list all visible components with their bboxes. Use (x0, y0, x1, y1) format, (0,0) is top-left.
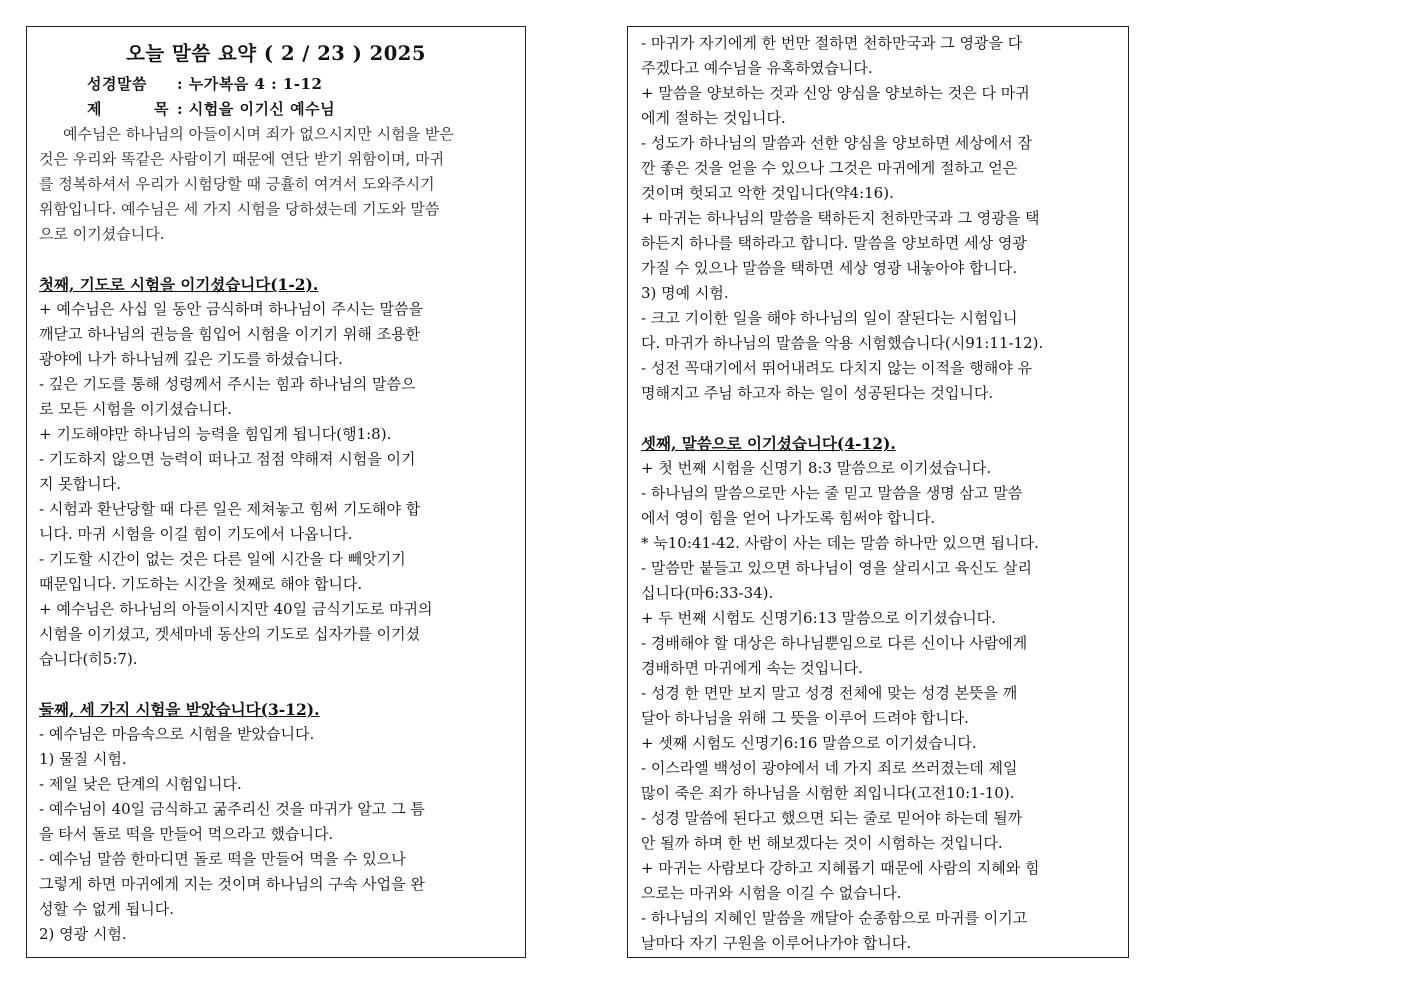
section-2-body (39, 722, 513, 947)
subject-label: 제 목 (87, 100, 169, 118)
body-line: - 하나님의 말씀으로만 사는 줄 믿고 말씀을 생명 삼고 말씀 (641, 484, 1023, 502)
body-line: 때문입니다. 기도하는 시간을 첫째로 해야 합니다. (39, 575, 363, 593)
body-line: 깐 좋은 것을 얻을 수 있으나 그것은 마귀에게 절하고 얻은 (641, 159, 1018, 177)
body-line: 로 모든 시험을 이기셨습니다. (39, 400, 232, 418)
body-line: - 기도할 시간이 없는 것은 다른 일에 시간을 다 빼앗기기 (39, 550, 406, 568)
body-line: 을 타서 돌로 떡을 만들어 먹으라고 했습니다. (39, 825, 334, 843)
body-line: 지 못합니다. (39, 475, 121, 493)
body-line: + 말씀을 양보하는 것과 신앙 양심을 양보하는 것은 다 마귀 (641, 84, 1030, 102)
body-line: 시험을 이기셨고, 겟세마네 동산의 기도로 십자가를 이기셨 (39, 625, 421, 643)
body-line: - 성경 말씀에 된다고 했으면 되는 줄로 믿어야 하는데 될까 (641, 809, 1023, 827)
body-line: - 성전 꼭대기에서 뛰어내려도 다치지 않는 이적을 행해야 유 (641, 359, 1032, 377)
body-line: 명해지고 주님 하고자 하는 일이 성공된다는 것입니다. (641, 384, 994, 402)
body-line: 것이며 헛되고 악한 것입니다(약4:16). (641, 184, 894, 202)
section-3-body (641, 456, 1116, 956)
body-line: 달아 하나님을 위해 그 뜻을 이루어 드려야 합니다. (641, 709, 969, 727)
section-1-heading: 첫째, 기도로 시험을 이기셨습니다(1-2). (39, 275, 319, 294)
body-line: + 예수님은 하나님의 아들이시지만 40일 금식기도로 마귀의 (39, 600, 433, 618)
body-line: - 제일 낮은 단계의 시험입니다. (39, 775, 242, 793)
body-line: 주겠다고 예수님을 유혹하였습니다. (641, 59, 873, 77)
body-line: 다. 마귀가 하나님의 말씀을 악용 시험했습니다(시91:11-12). (641, 334, 1044, 352)
body-line: 경배하면 마귀에게 속는 것입니다. (641, 659, 863, 677)
body-line: 가질 수 있으나 말씀을 택하면 세상 영광 내놓아야 합니다. (641, 259, 1018, 277)
body-line: - 성도가 하나님의 말씀과 선한 양심을 양보하면 세상에서 잠 (641, 134, 1032, 152)
body-line: 십니다(마6:33-34). (641, 584, 774, 602)
intro-line: 예수님은 하나님의 아들이시며 죄가 없으시지만 시험을 받은 (63, 125, 454, 143)
intro-paragraph (39, 122, 513, 247)
scripture-row (39, 72, 513, 97)
body-line: - 하나님의 지혜인 말씀을 깨달아 순종함으로 마귀를 이기고 (641, 909, 1028, 927)
body-line: 많이 죽은 죄가 하나님을 시험한 죄입니다(고전10:1-10). (641, 784, 1015, 802)
intro-line: 위함입니다. 예수님은 세 가지 시험을 당하셨는데 기도와 말씀 (39, 200, 440, 218)
body-line: + 기도해야만 하나님의 능력을 힘입게 됩니다(행1:8). (39, 425, 392, 443)
body-line: 1) 물질 시험. (39, 750, 127, 768)
body-line: + 예수님은 사십 일 동안 금식하며 하나님이 주시는 말씀을 (39, 300, 423, 318)
body-line: 광야에 나가 하나님께 깊은 기도를 하셨습니다. (39, 350, 343, 368)
body-line: 2) 영광 시험. (39, 925, 127, 943)
subject-row (39, 97, 513, 122)
body-line: - 시험과 환난당할 때 다른 일은 제쳐놓고 힘써 기도해야 합 (39, 500, 421, 518)
body-line: + 셋째 시험도 신명기6:16 말씀으로 이기셨습니다. (641, 734, 977, 752)
body-line: + 마귀는 하나님의 말씀을 택하든지 천하만국과 그 영광을 택 (641, 209, 1040, 227)
body-line: - 마귀가 자기에게 한 번만 절하면 천하만국과 그 영광을 다 (641, 34, 1023, 52)
sermon-title: 오늘 말씀 요약 ( 2 / 23 ) 2025 (126, 42, 426, 65)
body-line: 3) 명예 시험. (641, 284, 729, 302)
body-line: - 예수님이 40일 금식하고 굶주리신 것을 마귀가 알고 그 틈 (39, 800, 425, 818)
body-line: 성할 수 없게 됩니다. (39, 900, 174, 918)
intro-line: 으로 이기셨습니다. (39, 225, 165, 243)
body-line: - 이스라엘 백성이 광야에서 네 가지 죄로 쓰러졌는데 제일 (641, 759, 1018, 777)
body-line: 날마다 자기 구원을 이루어나가야 합니다. (641, 934, 912, 952)
section-1-body (39, 297, 513, 672)
section-3-heading: 셋째, 말씀으로 이기셨습니다(4-12). (641, 434, 896, 453)
body-line: - 말씀만 붙들고 있으면 하나님이 영을 살리시고 육신도 살리 (641, 559, 1032, 577)
body-line: - 깊은 기도를 통해 성령께서 주시는 힘과 하나님의 말씀으 (39, 375, 416, 393)
body-line: - 성경 한 면만 보지 말고 성경 전체에 맞는 성경 본뜻을 깨 (641, 684, 1018, 702)
scripture-label: 성경말씀 (87, 75, 147, 93)
body-line: + 두 번째 시험도 신명기6:13 말씀으로 이기셨습니다. (641, 609, 996, 627)
section-2-heading: 둘째, 세 가지 시험을 받았습니다(3-12). (39, 700, 320, 719)
body-line: - 기도하지 않으면 능력이 떠나고 점점 약해져 시험을 이기 (39, 450, 416, 468)
body-line: + 마귀는 사람보다 강하고 지혜롭기 때문에 사람의 지혜와 힘 (641, 859, 1040, 877)
spacer (39, 672, 513, 697)
body-line: - 크고 기이한 일을 해야 하나님의 일이 잘된다는 시험입니 (641, 309, 1018, 327)
body-line: * 눅10:41-42. 사람이 사는 데는 말씀 하나만 있으면 됩니다. (641, 534, 1039, 552)
right-sermon-panel (627, 26, 1129, 958)
spacer (39, 247, 513, 272)
subject-value: : 시험을 이기신 예수님 (177, 100, 336, 118)
intro-line: 것은 우리와 똑같은 사람이기 때문에 연단 받기 위함이며, 마귀 (39, 150, 445, 168)
body-line: - 경배해야 할 대상은 하나님뿐임으로 다른 신이나 사람에게 (641, 634, 1028, 652)
section-2-continued (641, 31, 1116, 406)
body-line: 에게 절하는 것입니다. (641, 109, 786, 127)
intro-line: 를 정복하셔서 우리가 시험당할 때 긍휼히 여겨서 도와주시기 (39, 175, 435, 193)
body-line: 안 될까 하며 한 번 해보겠다는 것이 시험하는 것입니다. (641, 834, 1003, 852)
body-line: 그렇게 하면 마귀에게 지는 것이며 하나님의 구속 사업을 완 (39, 875, 425, 893)
body-line: + 첫 번째 시험을 신명기 8:3 말씀으로 이기셨습니다. (641, 459, 992, 477)
spacer (641, 406, 1116, 431)
left-sermon-panel (26, 26, 526, 958)
scripture-value: : 누가복음 4 : 1-12 (177, 75, 323, 93)
body-line: 에서 영이 힘을 얻어 나가도록 힘써야 합니다. (641, 509, 936, 527)
body-line: 깨닫고 하나님의 권능을 힘입어 시험을 이기기 위해 조용한 (39, 325, 421, 343)
body-line: 니다. 마귀 시험을 이길 힘이 기도에서 나옵니다. (39, 525, 353, 543)
body-line: - 예수님은 마음속으로 시험을 받았습니다. (39, 725, 315, 743)
body-line: 습니다(히5:7). (39, 650, 138, 668)
body-line: 으로는 마귀와 시험을 이길 수 없습니다. (641, 884, 902, 902)
body-line: - 예수님 말씀 한마디면 돌로 떡을 만들어 먹을 수 있으나 (39, 850, 406, 868)
body-line: 하든지 하나를 택하라고 합니다. 말씀을 양보하면 세상 영광 (641, 234, 1027, 252)
